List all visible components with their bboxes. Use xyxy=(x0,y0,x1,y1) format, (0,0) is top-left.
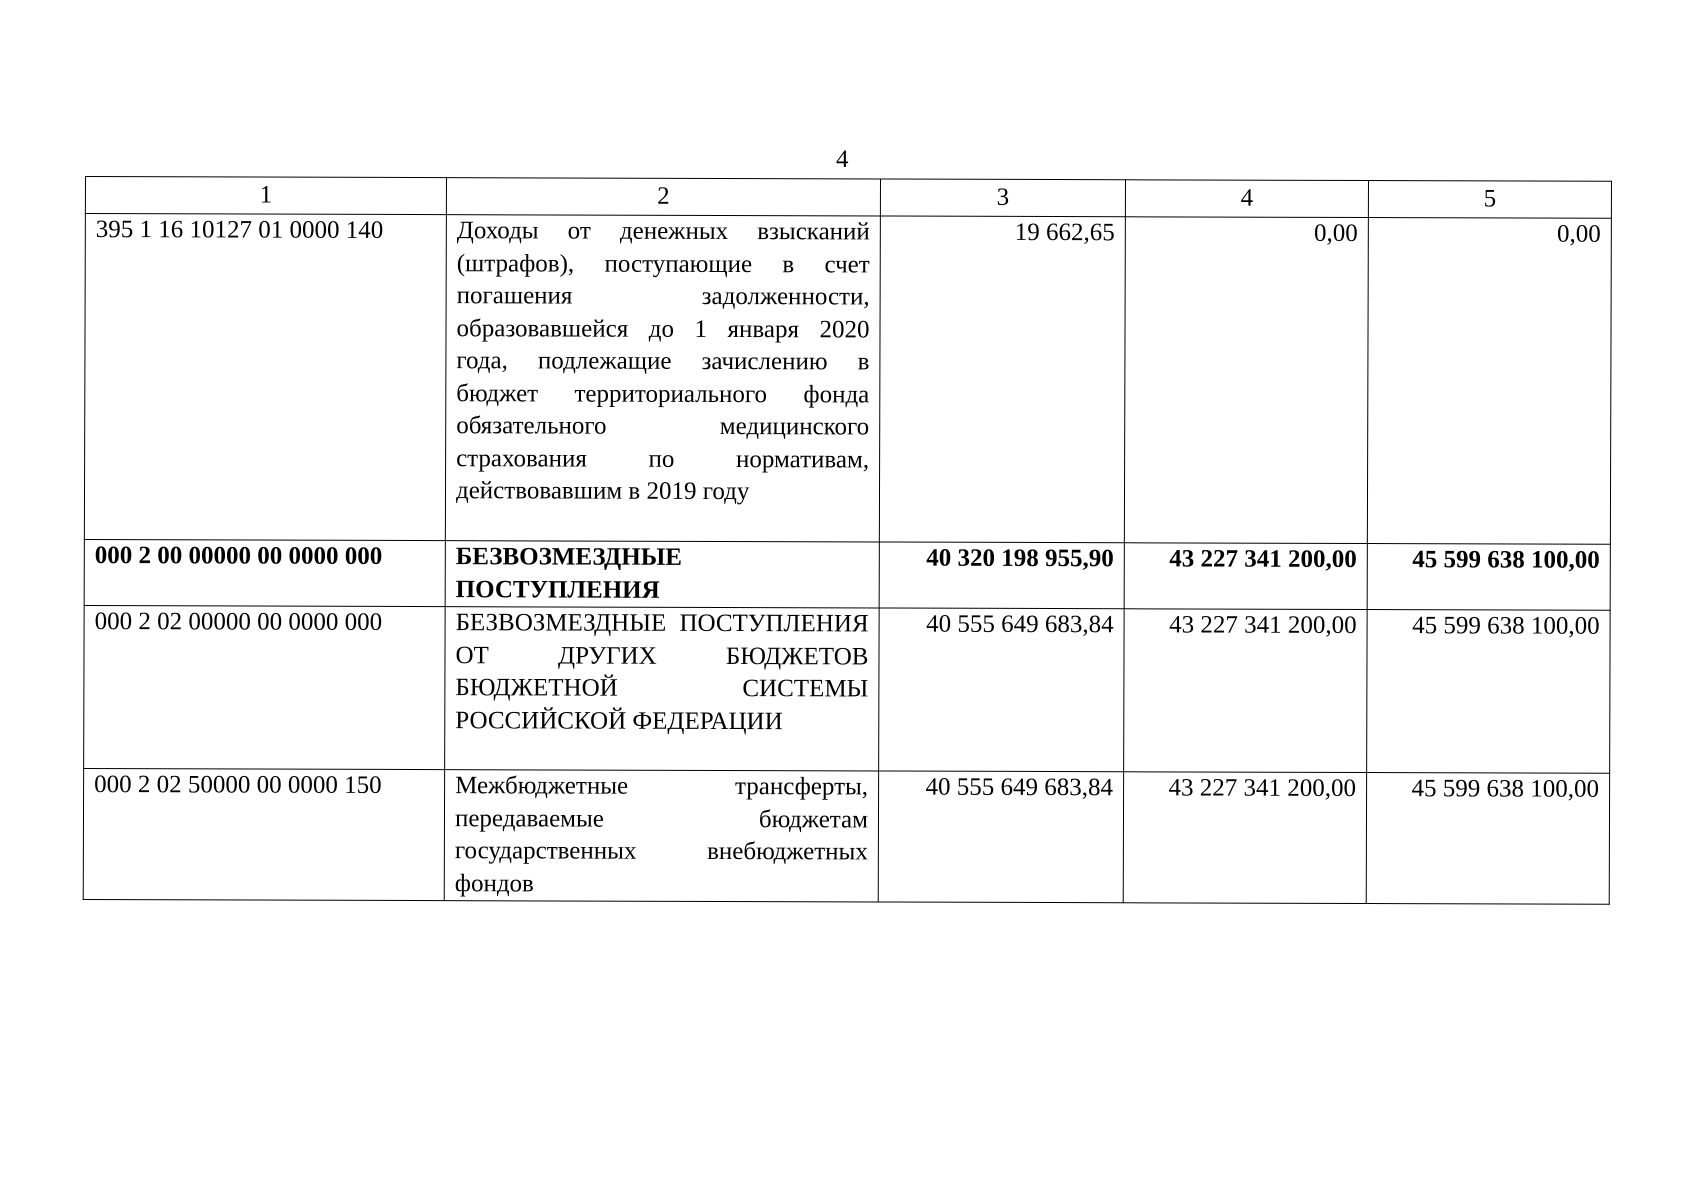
column-header: 2 xyxy=(446,178,880,216)
description-cell: Межбюджетные трансферты, передаваемые бюджетам государственных внебюджетных фондов xyxy=(444,770,878,902)
column-header: 3 xyxy=(880,179,1125,217)
classification-code-cell: 000 2 02 00000 00 0000 000 xyxy=(84,605,446,769)
description-cell: БЕЗВОЗМЕЗДНЫЕ ПОСТУПЛЕНИЯ ОТ ДРУГИХ БЮДЖЕТОВ БЮДЖЕТНОЙ СИСТЕМЫ РОССИЙСКОЙ ФЕДЕРАЦИИ xyxy=(445,607,880,771)
amount-cell: 43 227 341 200,00 xyxy=(1124,609,1368,773)
classification-code-cell: 395 1 16 10127 01 0000 140 xyxy=(84,214,446,541)
column-header: 5 xyxy=(1368,181,1611,219)
amount-cell: 0,00 xyxy=(1124,217,1368,544)
column-header: 4 xyxy=(1125,180,1368,218)
classification-code-cell: 000 2 02 50000 00 0000 150 xyxy=(83,768,444,900)
amount-cell: 40 555 649 683,84 xyxy=(879,608,1125,772)
column-header: 1 xyxy=(85,177,446,215)
description-cell: Доходы от денежных взысканий (штрафов), поступающие в счет погашения задолженности, образовавшейся до 1 января 2020 года, подлежащие зачислению в бюджет территориального фонда обязательного медицинского страхования по нормативам, действовавшим в 2019 году xyxy=(445,215,880,542)
amount-cell: 19 662,65 xyxy=(879,216,1125,543)
description-cell: БЕЗВОЗМЕЗДНЫЕ ПОСТУПЛЕНИЯ xyxy=(445,541,879,608)
amount-cell: 40 320 198 955,90 xyxy=(879,542,1124,609)
amount-cell: 43 227 341 200,00 xyxy=(1123,772,1366,904)
amount-cell: 45 599 638 100,00 xyxy=(1366,773,1609,905)
budget-revenue-table xyxy=(83,176,1612,905)
amount-cell: 45 599 638 100,00 xyxy=(1367,544,1610,611)
table-row xyxy=(84,214,1611,545)
classification-code-cell: 000 2 00 00000 00 0000 000 xyxy=(84,539,445,606)
page-number: 4 xyxy=(836,146,849,173)
table-header-row xyxy=(85,177,1611,219)
amount-cell: 45 599 638 100,00 xyxy=(1367,610,1611,774)
table-row xyxy=(84,605,1611,773)
amount-cell: 40 555 649 683,84 xyxy=(878,771,1123,903)
table-row xyxy=(84,539,1610,610)
table-row xyxy=(83,768,1609,904)
amount-cell: 43 227 341 200,00 xyxy=(1124,543,1367,610)
amount-cell: 0,00 xyxy=(1367,218,1611,545)
